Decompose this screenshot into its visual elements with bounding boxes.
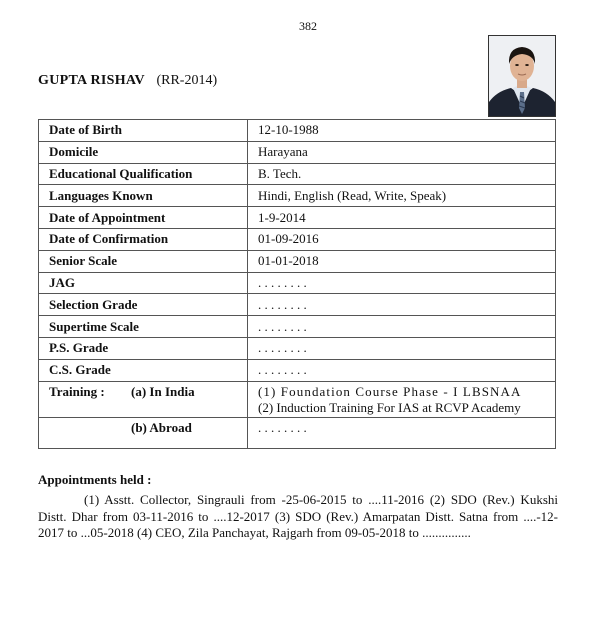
profile-row-value: Hindi, English (Read, Write, Speak) <box>248 185 556 207</box>
profile-row-label: Date of Appointment <box>39 207 248 229</box>
training-india-value <box>248 381 556 417</box>
training-label: Training : <box>49 383 105 399</box>
portrait-image <box>489 36 555 116</box>
training-abroad-row <box>39 417 556 448</box>
profile-row <box>39 120 556 142</box>
profile-row-label: Selection Grade <box>39 294 248 316</box>
training-india-label: (a) In India <box>131 383 195 399</box>
profile-table <box>38 119 556 449</box>
profile-row-value: 01-09-2016 <box>248 228 556 250</box>
profile-row <box>39 359 556 381</box>
profile-row-label: JAG <box>39 272 248 294</box>
profile-row-label: Date of Confirmation <box>39 228 248 250</box>
profile-row-value: B. Tech. <box>248 163 556 185</box>
training-abroad-label: (b) Abroad <box>131 419 192 435</box>
profile-row-label: Senior Scale <box>39 250 248 272</box>
appointments-heading: Appointments held : <box>38 472 152 487</box>
training-india-line-2: (2) Induction Training For IAS at RCVP Academy <box>258 399 521 415</box>
profile-row-value: 12-10-1988 <box>248 120 556 142</box>
profile-row <box>39 250 556 272</box>
profile-row <box>39 337 556 359</box>
profile-row <box>39 294 556 316</box>
profile-row-label: Supertime Scale <box>39 316 248 338</box>
officer-name: GUPTA RISHAV <box>38 73 145 88</box>
appointments-text: (1) Asstt. Collector, Singrauli from -25-06-2015 to ....11-2016 (2) SDO (Rev.) Kukshi Distt. Dhar from 03-11-2016 to ....12-2017 (3) SDO (Rev.) Amarpatan Distt. Satna from ....-12-2017 to ...05-2018 (4) CEO, Zila Panchayat, Rajgarh from 09-05-2018 to ............... <box>38 492 558 540</box>
officer-heading <box>38 73 217 89</box>
profile-row-value: . . . . . . . . <box>248 337 556 359</box>
profile-row-label: Educational Qualification <box>39 163 248 185</box>
profile-row <box>39 185 556 207</box>
profile-row-value: . . . . . . . . <box>248 294 556 316</box>
officer-batch: (RR-2014) <box>156 73 218 88</box>
profile-row-label: C.S. Grade <box>39 359 248 381</box>
profile-row <box>39 316 556 338</box>
profile-row-label: Languages Known <box>39 185 248 207</box>
page-number: 382 <box>299 19 317 33</box>
profile-row-label: Domicile <box>39 141 248 163</box>
profile-row <box>39 141 556 163</box>
profile-row-value: 01-01-2018 <box>248 250 556 272</box>
training-india-line-1: (1) Foundation Course Phase - I LBSNAA <box>258 383 522 399</box>
training-india-row <box>39 381 556 417</box>
profile-row <box>39 272 556 294</box>
profile-row-label: P.S. Grade <box>39 337 248 359</box>
profile-row-value: . . . . . . . . <box>248 359 556 381</box>
profile-row-label: Date of Birth <box>39 120 248 142</box>
profile-row <box>39 228 556 250</box>
profile-row <box>39 207 556 229</box>
training-label-cell <box>39 381 248 417</box>
profile-row-value: . . . . . . . . <box>248 316 556 338</box>
profile-row <box>39 163 556 185</box>
appointments-section <box>38 472 558 542</box>
officer-photo <box>488 35 556 117</box>
training-abroad-value: . . . . . . . . <box>248 417 556 448</box>
training-abroad-label-cell <box>39 417 248 448</box>
profile-row-value: . . . . . . . . <box>248 272 556 294</box>
profile-row-value: 1-9-2014 <box>248 207 556 229</box>
profile-row-value: Harayana <box>248 141 556 163</box>
